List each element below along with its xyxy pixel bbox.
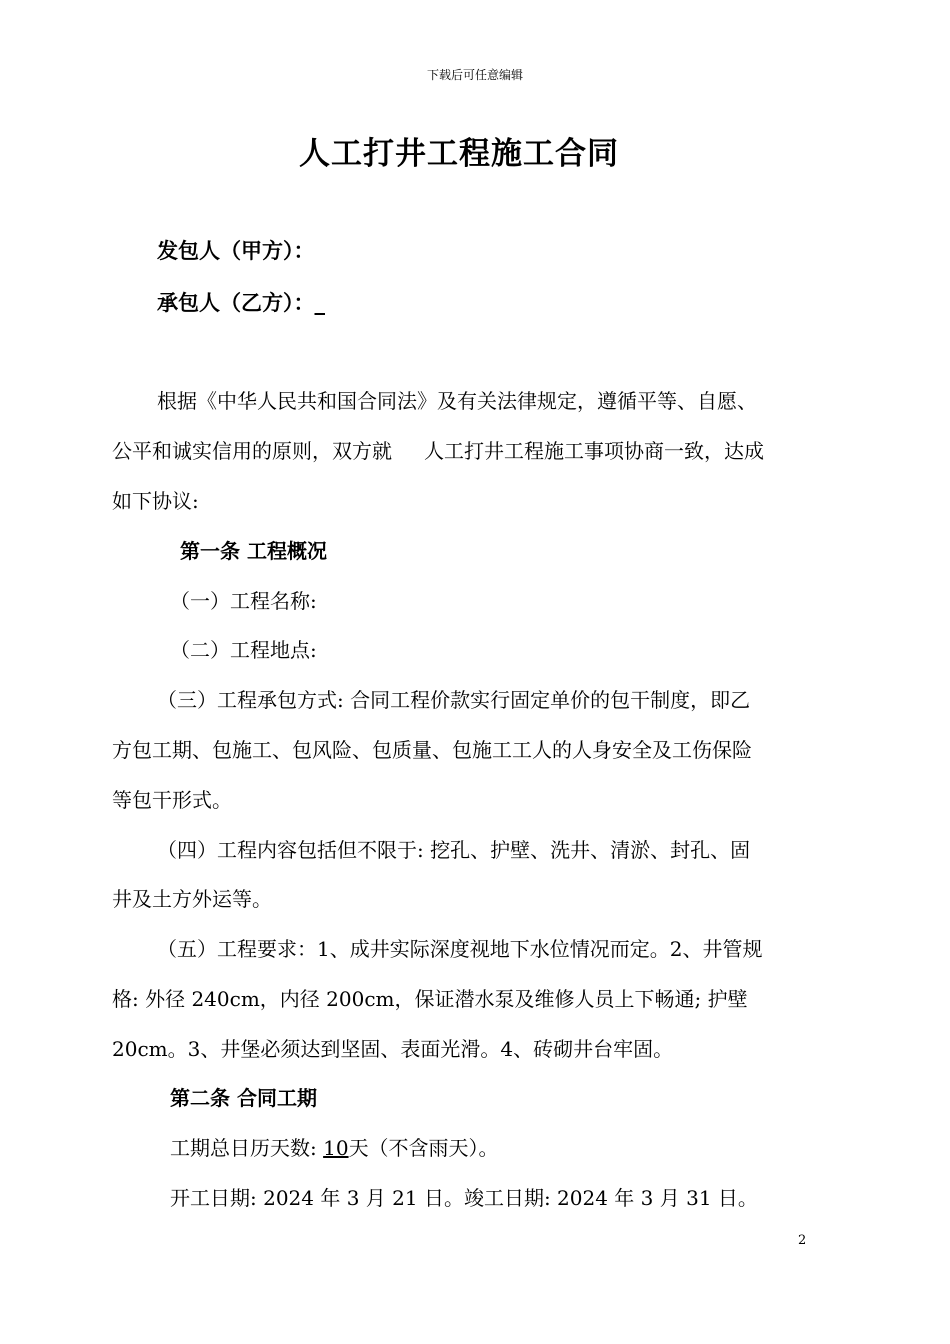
duration-line <box>170 1135 499 1161</box>
preamble-line-2-part-a: 公平和诚实信用的原则，双方就 <box>112 439 392 463</box>
document-title: 人工打井工程施工合同 <box>299 136 619 172</box>
preamble-line-2-part-b: 人工打井工程施工事项协商一致，达成 <box>424 439 764 463</box>
article-1-item-5-line-3: 20cm。3、井堡必须达到坚固、表面光滑。4、砖砌井台牢固。 <box>112 1037 674 1061</box>
contractor-blank: _ <box>314 291 325 315</box>
article-1-item-5-line-1: （五）工程要求：1、成井实际深度视地下水位情况而定。2、井管规 <box>157 937 763 961</box>
duration-prefix: 工期总日历天数: <box>170 1136 324 1160</box>
article-1-item-3-line-2: 方包工期、包施工、包风险、包质量、包施工工人的人身安全及工伤保险 <box>112 738 752 762</box>
article-2-heading: 第二条 合同工期 <box>170 1086 317 1110</box>
header-note: 下载后可任意编辑 <box>426 68 523 82</box>
article-1-item-4-line-2: 井及土方外运等。 <box>112 887 272 911</box>
preamble-line-1: 根据《中华人民共和国合同法》及有关法律规定，遵循平等、自愿、 <box>157 389 757 413</box>
duration-value: 10 <box>323 1136 349 1160</box>
article-1-item-3-line-1: （三）工程承包方式: 合同工程价款实行固定单价的包干制度，即乙 <box>157 688 751 712</box>
article-1-item-3-line-3: 等包干形式。 <box>112 788 232 812</box>
article-1-heading: 第一条 工程概况 <box>180 539 327 563</box>
article-1-item-5-line-2: 格: 外径 240cm，内径 200cm，保证潜水泵及维修人员上下畅通; 护壁 <box>112 987 748 1011</box>
page-number: 2 <box>798 1233 807 1248</box>
employer-label: 发包人（甲方）： <box>157 239 315 263</box>
dates-line: 开工日期: 2024 年 3 月 21 日。竣工日期: 2024 年 3 月 31 日。 <box>170 1186 758 1210</box>
article-1-item-1: （一）工程名称: <box>170 589 317 613</box>
employer-line <box>157 238 315 264</box>
preamble-line-2 <box>112 438 764 464</box>
duration-suffix: 天（不含雨天）。 <box>348 1136 499 1160</box>
contractor-label: 承包人（乙方）： <box>157 291 315 315</box>
preamble-line-3: 如下协议: <box>112 489 199 513</box>
article-1-item-4-line-1: （四）工程内容包括但不限于: 挖孔、护壁、洗井、清淤、封孔、固 <box>157 838 751 862</box>
article-1-item-2: （二）工程地点: <box>170 638 317 662</box>
contractor-line <box>157 290 325 316</box>
